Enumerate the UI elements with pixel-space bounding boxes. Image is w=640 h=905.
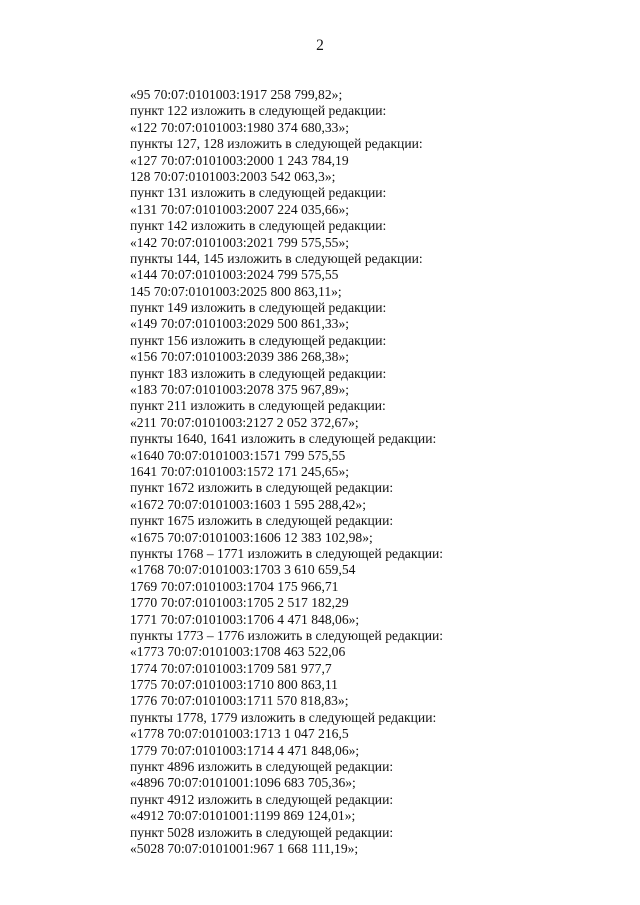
document-body — [130, 87, 610, 857]
text-line: пункт 4912 изложить в следующей редакции: — [130, 791, 394, 807]
text-line: 1641 70:07:0101003:1572 171 245,65»; — [130, 463, 350, 479]
text-line: «4896 70:07:0101001:1096 683 705,36»; — [130, 775, 356, 791]
text-line: «1768 70:07:0101003:1703 3 610 659,54 — [130, 562, 356, 578]
text-line: пункт 142 изложить в следующей редакции: — [130, 218, 387, 234]
text-line: «156 70:07:0101003:2039 386 268,38»; — [130, 349, 350, 365]
text-line: пункт 149 изложить в следующей редакции: — [130, 300, 387, 316]
text-line: «183 70:07:0101003:2078 375 967,89»; — [130, 382, 350, 398]
text-line: 145 70:07:0101003:2025 800 863,11»; — [130, 283, 342, 299]
text-line: «122 70:07:0101003:1980 374 680,33»; — [130, 119, 350, 135]
text-line: 1770 70:07:0101003:1705 2 517 182,29 — [130, 595, 349, 611]
text-line: 1774 70:07:0101003:1709 581 977,7 — [130, 660, 332, 676]
text-line: пункт 1672 изложить в следующей редакции: — [130, 480, 394, 496]
text-line: пункт 5028 изложить в следующей редакции: — [130, 824, 394, 840]
text-line: пункт 1675 изложить в следующей редакции: — [130, 513, 394, 529]
text-line: «149 70:07:0101003:2029 500 861,33»; — [130, 316, 350, 332]
text-line: «211 70:07:0101003:2127 2 052 372,67»; — [130, 414, 359, 430]
text-line: пункты 144, 145 изложить в следующей редакции: — [130, 250, 423, 266]
text-line: «1640 70:07:0101003:1571 799 575,55 — [130, 447, 346, 463]
text-line: 128 70:07:0101003:2003 542 063,3»; — [130, 168, 336, 184]
text-line: пункт 156 изложить в следующей редакции: — [130, 332, 387, 348]
text-line: пункт 183 изложить в следующей редакции: — [130, 365, 387, 381]
text-line: пункт 131 изложить в следующей редакции: — [130, 185, 387, 201]
text-line: «5028 70:07:0101001:967 1 668 111,19»; — [130, 840, 359, 856]
text-line: пункты 1778, 1779 изложить в следующей редакции: — [130, 709, 437, 725]
text-line: пункт 211 изложить в следующей редакции: — [130, 398, 386, 414]
text-line: пункты 127, 128 изложить в следующей редакции: — [130, 136, 423, 152]
text-line: пункты 1640, 1641 изложить в следующей редакции: — [130, 431, 437, 447]
text-line: 1779 70:07:0101003:1714 4 471 848,06»; — [130, 742, 360, 758]
text-line: пункт 4896 изложить в следующей редакции: — [130, 759, 394, 775]
text-line: «4912 70:07:0101001:1199 869 124,01»; — [130, 808, 356, 824]
text-line: «1672 70:07:0101003:1603 1 595 288,42»; — [130, 496, 367, 512]
text-line: «1675 70:07:0101003:1606 12 383 102,98»; — [130, 529, 373, 545]
text-line: «127 70:07:0101003:2000 1 243 784,19 — [130, 152, 349, 168]
text-line: «144 70:07:0101003:2024 799 575,55 — [130, 267, 339, 283]
page-number: 2 — [316, 37, 324, 54]
text-line: 1769 70:07:0101003:1704 175 966,71 — [130, 578, 339, 594]
text-line: пункт 122 изложить в следующей редакции: — [130, 103, 387, 119]
text-line: «142 70:07:0101003:2021 799 575,55»; — [130, 234, 350, 250]
text-line: «95 70:07:0101003:1917 258 799,82»; — [130, 87, 343, 102]
text-line: пункты 1768 – 1771 изложить в следующей редакции: — [130, 545, 444, 561]
text-line: «131 70:07:0101003:2007 224 035,66»; — [130, 201, 350, 217]
text-line: «1778 70:07:0101003:1713 1 047 216,5 — [130, 726, 349, 742]
text-line: «1773 70:07:0101003:1708 463 522,06 — [130, 644, 346, 660]
text-line: 1775 70:07:0101003:1710 800 863,11 — [130, 677, 338, 693]
text-line: 1776 70:07:0101003:1711 570 818,83»; — [130, 693, 349, 709]
text-line: 1771 70:07:0101003:1706 4 471 848,06»; — [130, 611, 360, 627]
text-line: пункты 1773 – 1776 изложить в следующей редакции: — [130, 627, 444, 643]
